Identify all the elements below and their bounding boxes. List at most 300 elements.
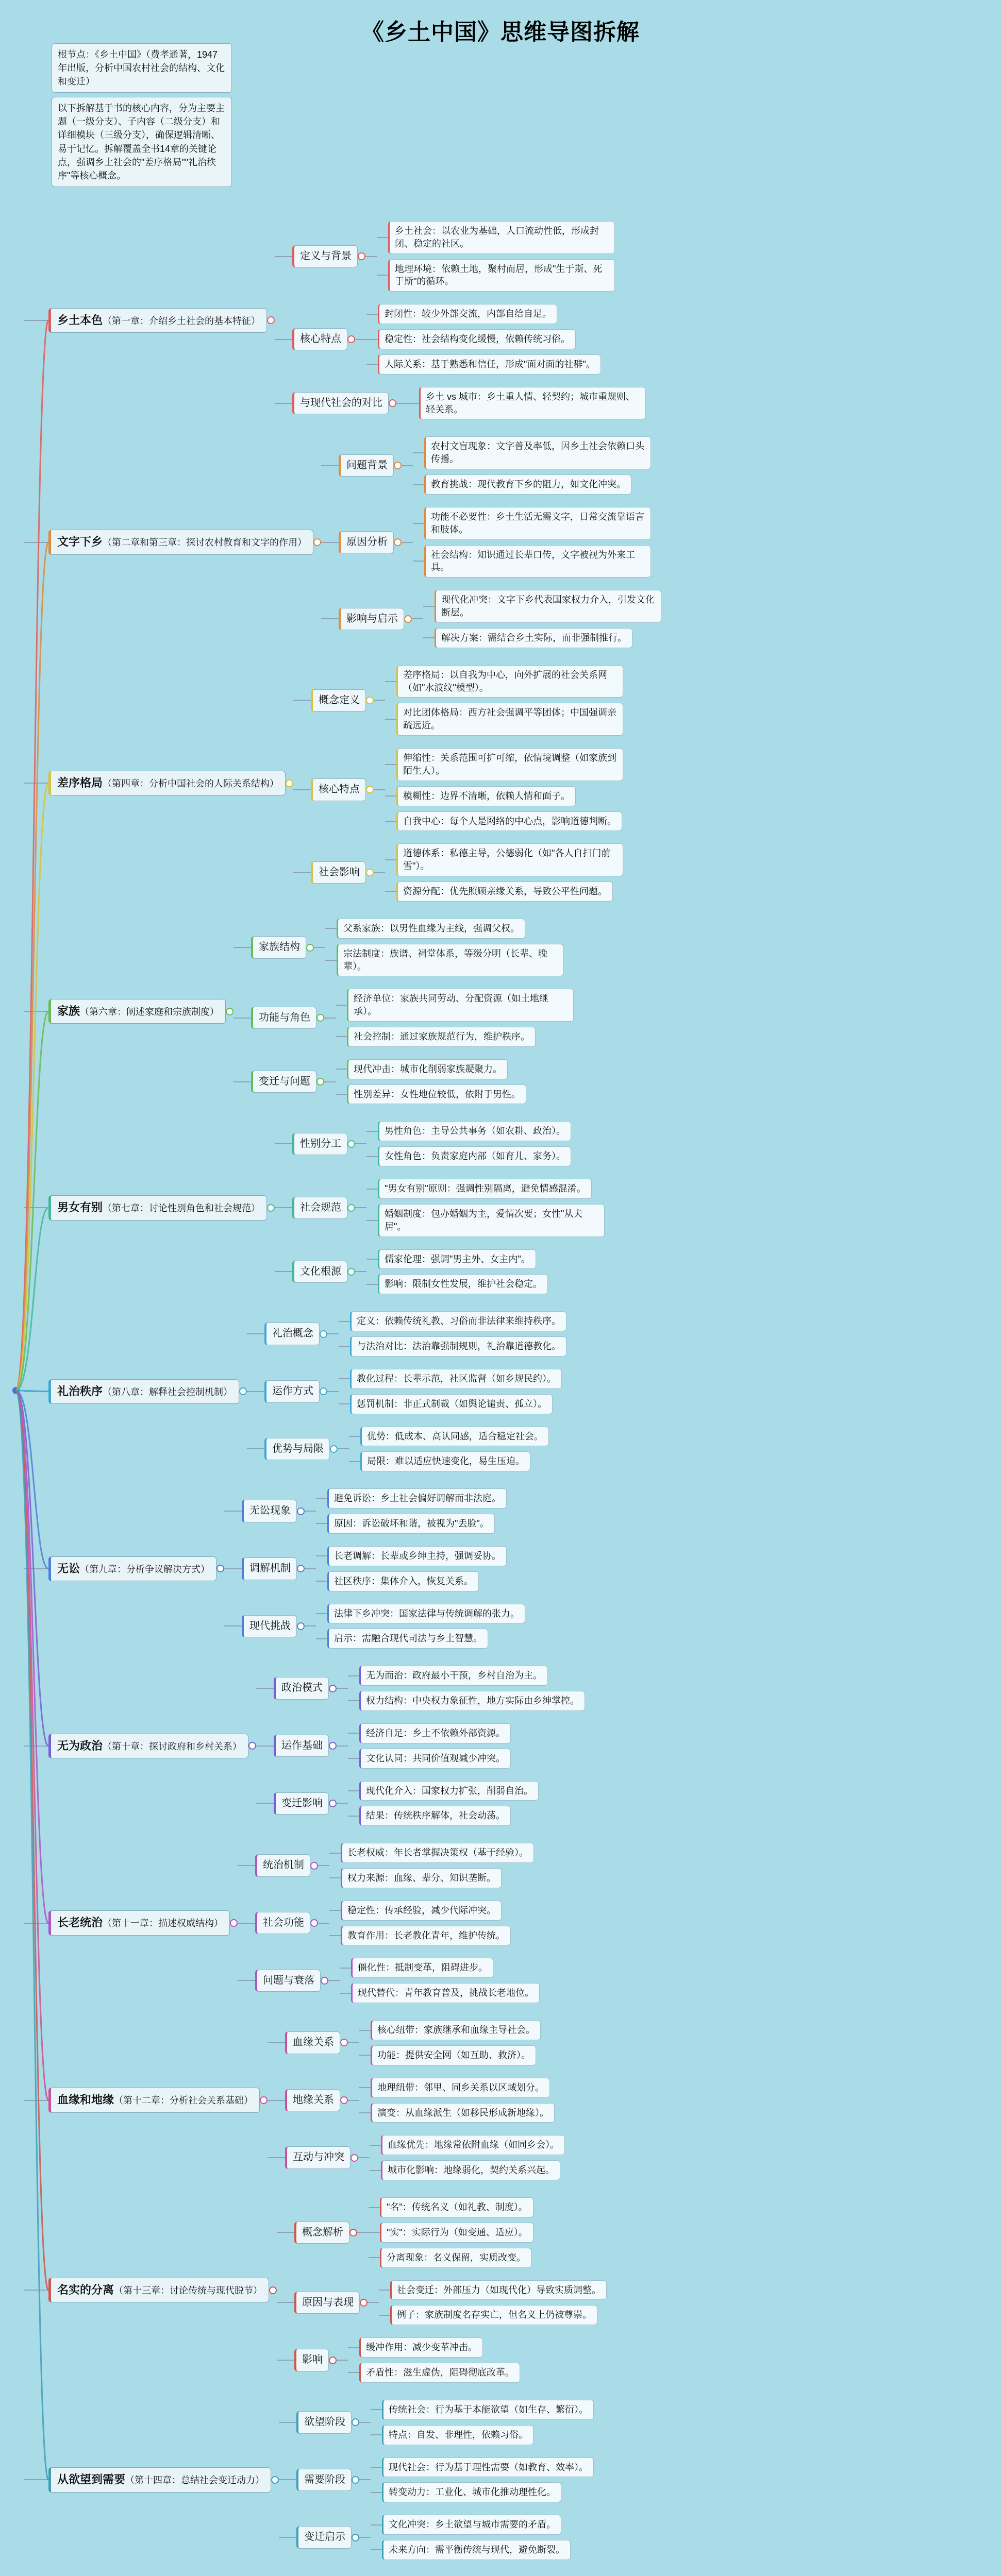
- connector-segment: [377, 237, 388, 238]
- branch-sublabel: （第二章和第三章：探讨农村教育和文字的作用）: [103, 537, 307, 548]
- method-note: 以下拆解基于书的核心内容，分为主要主题（一级分支）、子内容（二级分支）和详细模块（三级分支），确保逻辑清晰、易于记忆。拆解覆盖全书14章的关键论点，强调乡土社会的"差序格局""礼治秩序"等核心概念。: [52, 97, 232, 187]
- detail-node[interactable]: 长老调解：长辈或乡绅主持，强调妥协。: [327, 1546, 507, 1566]
- detail-node[interactable]: 特点：自发、非理性，依赖习俗。: [382, 2425, 533, 2445]
- detail-node[interactable]: 功能不必要性：乡土生活无需文字，日常交流靠语言和肢体。: [424, 507, 651, 540]
- connector-segment: [277, 2232, 294, 2233]
- subtopic-node[interactable]: 核心特点: [311, 778, 366, 801]
- connector-segment: [355, 1271, 366, 1272]
- branch-node[interactable]: [48, 308, 267, 333]
- detail-node[interactable]: 经济单位：家族共同劳动、分配资源（如土地继承）。: [347, 989, 574, 1022]
- connector-segment: [316, 1523, 327, 1524]
- subtopic-dot[interactable]: [352, 2418, 359, 2426]
- detail-node[interactable]: 对比团体格局：西方社会强调平等团体；中国强调亲疏远近。: [396, 703, 623, 736]
- connector-segment: [337, 1745, 348, 1747]
- connector-segment: [247, 1391, 264, 1392]
- detail-node[interactable]: 长老权威：年长者掌握决策权（基于经验）。: [341, 1843, 534, 1863]
- detail-node[interactable]: 自我中心：每个人是网络的中心点，影响道德判断。: [396, 811, 622, 832]
- header-notes: [52, 43, 232, 191]
- subtopic-node[interactable]: 社会影响: [311, 861, 366, 884]
- detail-node[interactable]: 社会结构：知识通过长辈口传，文字被视为外来工具。: [424, 545, 651, 578]
- subtopic-list: [279, 2394, 594, 2566]
- detail-list: [366, 301, 601, 377]
- detail-node[interactable]: 核心纽带：家族继承和血缘主导社会。: [371, 2020, 541, 2040]
- branch-dot[interactable]: [267, 316, 275, 324]
- connector-segment: [247, 1448, 264, 1449]
- branch-dot[interactable]: [248, 1742, 256, 1750]
- detail-node[interactable]: 男性角色：主导公共事务（如农耕、政治）。: [378, 1121, 571, 1141]
- branch: [24, 1659, 992, 1832]
- subtopic-node[interactable]: 优势与局限: [264, 1438, 330, 1461]
- connector-segment: [233, 947, 251, 948]
- subtopic-row: [275, 1176, 605, 1239]
- subtopic-node[interactable]: 概念定义: [311, 689, 366, 712]
- connector-segment: [359, 2112, 371, 2113]
- subtopic-node[interactable]: 运作方式: [264, 1380, 320, 1403]
- subtopic-dot[interactable]: [349, 2229, 357, 2236]
- connector-segment: [339, 1378, 350, 1379]
- subtopic-node[interactable]: 欲望阶段: [296, 2411, 352, 2434]
- detail-row: [385, 703, 623, 736]
- subtopic-dot[interactable]: [321, 1977, 328, 1985]
- detail-node[interactable]: "实"：实际行为（如变通、适应）。: [380, 2223, 533, 2243]
- subtopic-node[interactable]: 原因与表现: [294, 2292, 360, 2314]
- connector-segment: [293, 872, 311, 873]
- detail-node[interactable]: 婚姻制度：包办婚姻为主，爱情次要；女性"从夫居"。: [378, 1204, 605, 1237]
- detail-node[interactable]: 血缘优先：地缘常依附血缘（如同乡会）。: [381, 2135, 565, 2155]
- subtopic-dot[interactable]: [340, 2096, 348, 2104]
- connector-segment: [268, 2100, 285, 2101]
- detail-node[interactable]: 现代化冲突：文字下乡代表国家权力介入，引发文化断层。: [435, 590, 661, 623]
- detail-node[interactable]: 矛盾性：滋生虚伪，阻碍彻底改革。: [359, 2363, 520, 2383]
- subtopic-list: [275, 215, 646, 426]
- subtopic-dot[interactable]: [320, 1387, 327, 1395]
- subtopic-row: [238, 1898, 540, 1948]
- detail-node[interactable]: 解决方案：需结合乡土实际，而非强制推行。: [435, 628, 632, 648]
- detail-row: [336, 1027, 574, 1047]
- detail-node[interactable]: 定义：依赖传统礼教、习俗而非法律来维持秩序。: [350, 1311, 566, 1331]
- detail-node[interactable]: 文化冲突：乡土欲望与城市需要的矛盾。: [382, 2515, 561, 2535]
- connector-segment: [338, 1448, 349, 1449]
- detail-row: [413, 507, 651, 540]
- detail-node[interactable]: 分离现象：名义保留，实质改变。: [380, 2248, 531, 2268]
- subtopic-dot[interactable]: [297, 1565, 305, 1572]
- subtopic-dot[interactable]: [310, 1919, 318, 1927]
- detail-node[interactable]: 例子：家族制度名存实亡，但名义上仍被尊崇。: [390, 2305, 597, 2325]
- detail-node[interactable]: 影响：限制女性发展，维护社会稳定。: [378, 1274, 548, 1294]
- branch: [24, 659, 992, 908]
- subtopic-row: [247, 1424, 566, 1475]
- detail-node[interactable]: 乡土 vs 城市：乡土重人情、轻契约；城市重规则、轻关系。: [419, 387, 646, 420]
- subtopic-dot[interactable]: [347, 1268, 355, 1276]
- connector-segment: [359, 2479, 371, 2480]
- detail-node[interactable]: 性别差异：女性地位较低，依附于男性。: [347, 1084, 526, 1105]
- branch-sublabel: （第一章：介绍乡土社会的基本特征）: [103, 315, 261, 326]
- detail-node[interactable]: 经济自足：乡土不依赖外部资源。: [359, 1723, 511, 1743]
- subtopic-dot[interactable]: [316, 1078, 324, 1086]
- subtopic-node[interactable]: 影响与启示: [339, 608, 404, 631]
- subtopic-dot[interactable]: [352, 2534, 359, 2541]
- detail-row: [370, 2135, 565, 2155]
- detail-node[interactable]: 原因：诉讼破坏和谐，被视为"丢脸"。: [327, 1514, 495, 1534]
- branch-node[interactable]: [48, 530, 313, 554]
- subtopic-dot[interactable]: [310, 1862, 318, 1870]
- subtopic-node[interactable]: 社会规范: [292, 1197, 347, 1219]
- detail-row: [325, 944, 563, 977]
- detail-list: [377, 218, 615, 294]
- detail-row: [423, 590, 661, 623]
- connector-segment: [316, 1555, 327, 1556]
- detail-row: [369, 2248, 533, 2268]
- branch-dot[interactable]: [216, 1565, 224, 1572]
- branch-node[interactable]: [48, 2088, 260, 2112]
- branch-sublabel: （第十三章：讨论传统与现代脱节）: [114, 2285, 263, 2296]
- subtopic-list: [293, 659, 623, 908]
- detail-node[interactable]: 文化认同：共同价值观减少冲突。: [359, 1749, 511, 1769]
- branch: [24, 1115, 992, 1300]
- detail-node[interactable]: 转变动力：工业化、城市化推动理性化。: [382, 2482, 561, 2502]
- detail-node[interactable]: 地理环境：依赖土地，聚村而居，形成"生于斯、死于斯"的循环。: [388, 259, 615, 292]
- subtopic-node[interactable]: 影响: [294, 2349, 329, 2371]
- connector-segment: [370, 2145, 381, 2146]
- detail-node[interactable]: 优势：低成本、高认同感，适合稳定社会。: [360, 1427, 549, 1447]
- detail-row: [339, 1336, 566, 1357]
- detail-row: [413, 545, 651, 578]
- detail-node[interactable]: 教化过程：长辈示范，社区监督（如乡规民约）。: [350, 1369, 562, 1389]
- detail-node[interactable]: 女性角色：负责家庭内部（如育儿、家务）。: [378, 1146, 571, 1166]
- branch-dot[interactable]: [260, 2096, 268, 2104]
- detail-node[interactable]: 功能：提供安全网（如互助、救济）。: [371, 2045, 536, 2065]
- connector-segment: [321, 465, 339, 466]
- branch-dot[interactable]: [226, 1008, 233, 1015]
- detail-node[interactable]: "名"：传统名义（如礼教、制度）。: [380, 2197, 533, 2217]
- connector-segment: [412, 618, 423, 619]
- subtopic-row: [293, 745, 623, 834]
- connector-segment: [256, 1745, 274, 1747]
- subtopic-dot[interactable]: [358, 252, 365, 260]
- subtopic-dot[interactable]: [316, 1014, 324, 1022]
- subtopic-node[interactable]: 需要阶段: [296, 2469, 352, 2492]
- detail-node[interactable]: 避免诉讼：乡土社会偏好调解而非法庭。: [327, 1488, 507, 1509]
- branch-sublabel: （第七章：讨论性别角色和社会规范）: [103, 1203, 261, 1214]
- branch: [24, 215, 992, 426]
- connector-segment: [371, 2409, 382, 2410]
- detail-node[interactable]: 教育挑战：现代教育下乡的阻力，如文化冲突。: [424, 474, 631, 495]
- branch-node[interactable]: [48, 771, 286, 795]
- connector-segment: [366, 1131, 378, 1132]
- connector-segment: [24, 783, 48, 784]
- detail-node[interactable]: 儒家伦理：强调"男主外、女主内"。: [378, 1249, 536, 1269]
- subtopic-node[interactable]: 运作基础: [274, 1735, 329, 1757]
- detail-node[interactable]: 现代社会：行为基于理性需要（如教育、效率）。: [382, 2458, 594, 2478]
- detail-node[interactable]: 演变：从血缘派生（如移民形成新地缘）。: [371, 2103, 555, 2123]
- subtopic-dot[interactable]: [352, 2476, 359, 2484]
- detail-row: [359, 2103, 555, 2123]
- subtopic-dot[interactable]: [366, 697, 374, 704]
- branch-label: 从欲望到需要: [57, 2473, 126, 2486]
- subtopic-node[interactable]: 社会功能: [255, 1912, 310, 1935]
- detail-node[interactable]: 未来方向：需平衡传统与现代，避免断裂。: [382, 2540, 571, 2560]
- subtopic-node[interactable]: 家族结构: [251, 936, 306, 959]
- branch-node[interactable]: [48, 2278, 269, 2302]
- detail-row: [359, 2078, 555, 2098]
- detail-node[interactable]: 现代替代：青年教育普及，挑战长老地位。: [351, 1983, 540, 2003]
- subtopic-node[interactable]: 与现代社会的对比: [292, 392, 389, 415]
- branch-node[interactable]: [48, 1734, 248, 1758]
- subtopic-dot[interactable]: [394, 538, 402, 546]
- connector-segment: [224, 1568, 242, 1569]
- detail-node[interactable]: 现代冲击：城市化削弱家族凝聚力。: [347, 1059, 508, 1079]
- detail-node[interactable]: 僵化性：抵制变革，阻碍进步。: [351, 1958, 493, 1978]
- connector-segment: [348, 1790, 359, 1791]
- connector-segment: [293, 700, 311, 701]
- subtopic-dot[interactable]: [297, 1622, 305, 1630]
- detail-row: [348, 1781, 539, 1801]
- connector-segment: [371, 2467, 382, 2468]
- detail-node[interactable]: 惩罚机制：非正式制裁（如舆论谴责、孤立）。: [350, 1394, 553, 1414]
- detail-node[interactable]: 父系家族：以男性血缘为主线，强调父权。: [337, 919, 525, 939]
- detail-node[interactable]: 地理纽带：邻里、同乡关系以区域划分。: [371, 2078, 550, 2098]
- detail-node[interactable]: 伸缩性：关系范围可扩可缩，依情境调整（如家族到陌生人）。: [396, 748, 623, 781]
- detail-list: [366, 1176, 605, 1239]
- detail-node[interactable]: 城市化影响：地缘弱化，契约关系兴起。: [381, 2160, 560, 2180]
- subtopic-node[interactable]: 变迁与问题: [251, 1071, 316, 1093]
- detail-node[interactable]: 权力结构：中央权力象征性，地方实际由乡绅掌控。: [359, 1691, 585, 1711]
- detail-list: [359, 2018, 541, 2068]
- detail-row: [377, 259, 615, 292]
- subtopic-node[interactable]: 文化根源: [292, 1261, 347, 1283]
- branch: [24, 1482, 992, 1655]
- branch-sublabel: （第六章：阐述家庭和宗族制度）: [80, 1006, 220, 1017]
- connector-segment: [238, 1980, 255, 1981]
- subtopic-dot[interactable]: [329, 1800, 337, 1807]
- subtopic-node[interactable]: 礼治概念: [264, 1323, 320, 1345]
- detail-node[interactable]: 农村文盲现象：文字普及率低，因乡土社会依赖口头传播。: [424, 436, 651, 469]
- branch: [24, 2014, 992, 2187]
- detail-node[interactable]: 缓冲作用：减少变革冲击。: [359, 2337, 483, 2358]
- detail-node[interactable]: 封闭性：较少外部交流，内部自给自足。: [378, 304, 557, 324]
- branch-dot[interactable]: [267, 1204, 275, 1212]
- detail-node[interactable]: 教育作用：长老教化青年，维护传统。: [341, 1926, 511, 1946]
- detail-row: [359, 2045, 541, 2065]
- subtopic-node[interactable]: 问题与衰落: [255, 1970, 321, 1992]
- subtopic-row: [279, 2397, 594, 2448]
- detail-node[interactable]: 社会变迁：外部压力（如现代化）导致实质调整。: [390, 2280, 607, 2300]
- subtopic-node[interactable]: 原因分析: [339, 531, 394, 554]
- branch-label: 家族: [57, 1004, 80, 1018]
- subtopic-dot[interactable]: [330, 1445, 338, 1453]
- root-dot: [12, 1387, 20, 1394]
- detail-node[interactable]: 资源分配：优先照顾亲缘关系，导致公平性问题。: [396, 882, 613, 902]
- connector-segment: [379, 2290, 390, 2291]
- branch-dot[interactable]: [269, 2286, 277, 2294]
- detail-node[interactable]: 模糊性：边界不清晰，依赖人情和面子。: [396, 786, 576, 806]
- subtopic-node[interactable]: 无讼现象: [242, 1500, 297, 1522]
- detail-node[interactable]: 差序格局：以自我为中心，向外扩展的社会关系网（如"水波纹"模型）。: [396, 665, 623, 698]
- branch-sublabel: （第十四章：总结社会变迁动力）: [125, 2475, 265, 2486]
- branch-sublabel: （第八章：解释社会控制机制）: [103, 1386, 233, 1397]
- detail-row: [340, 1983, 540, 2003]
- subtopic-dot[interactable]: [329, 2357, 337, 2364]
- subtopic-row: [256, 1663, 585, 1714]
- subtopic-node[interactable]: 政治模式: [274, 1677, 329, 1700]
- connector-segment: [238, 1865, 255, 1866]
- branch-dot[interactable]: [271, 2476, 279, 2484]
- subtopic-dot[interactable]: [366, 869, 374, 876]
- detail-node[interactable]: 无为而治：政府最小干预，乡村自治为主。: [359, 1666, 548, 1686]
- detail-list: [316, 1601, 525, 1652]
- subtopic-node[interactable]: 概念解析: [294, 2222, 349, 2244]
- connector-segment: [396, 403, 408, 404]
- branch-sublabel: （第十章：探讨政府和乡村关系）: [103, 1741, 242, 1752]
- connector-segment: [366, 1189, 378, 1190]
- connector-segment: [369, 2207, 380, 2208]
- subtopic-row: [275, 384, 646, 422]
- detail-row: [385, 843, 623, 876]
- detail-row: [366, 1146, 571, 1166]
- subtopic-row: [293, 841, 623, 904]
- subtopic-node[interactable]: 统治机制: [255, 1854, 310, 1877]
- subtopic-dot[interactable]: [297, 1507, 305, 1515]
- connector-segment: [247, 1333, 264, 1334]
- branch-dot[interactable]: [286, 779, 293, 787]
- connector-segment: [413, 523, 424, 524]
- detail-node[interactable]: 传统社会：行为基于本能欲望（如生存、繁衍）。: [382, 2400, 594, 2420]
- branch-node[interactable]: [48, 1910, 230, 1935]
- connector-segment: [24, 2100, 48, 2101]
- subtopic-dot[interactable]: [394, 462, 402, 469]
- connector-segment: [357, 2232, 369, 2233]
- branch-node[interactable]: [48, 1195, 267, 1220]
- subtopic-dot[interactable]: [347, 1140, 355, 1148]
- connector-segment: [314, 947, 325, 948]
- branch-dot[interactable]: [313, 538, 321, 546]
- subtopic-node[interactable]: 互动与冲突: [285, 2146, 351, 2169]
- detail-node[interactable]: 与法治对比：法治靠强制规则，礼治靠道德教化。: [350, 1336, 566, 1357]
- subtopic-dot[interactable]: [351, 2154, 358, 2162]
- connector-segment: [374, 789, 385, 790]
- subtopic-list: [224, 1482, 525, 1655]
- detail-node[interactable]: 结果：传统秩序解体，社会动荡。: [359, 1806, 511, 1826]
- subtopic-dot[interactable]: [329, 1742, 337, 1750]
- detail-node[interactable]: 宗法制度：族谱、祠堂体系，等级分明（长辈、晚辈）。: [337, 944, 563, 977]
- subtopic-row: [277, 2335, 607, 2385]
- detail-node[interactable]: 现代化介入：国家权力扩张，削弱自治。: [359, 1781, 539, 1801]
- detail-node[interactable]: 道德体系：私德主导，公德弱化（如"各人自扫门前雪"）。: [396, 843, 623, 876]
- detail-row: [379, 2280, 607, 2300]
- detail-node[interactable]: 启示：需融合现代司法与乡土智慧。: [327, 1629, 488, 1649]
- detail-row: [316, 1488, 507, 1509]
- branch-dot[interactable]: [239, 1387, 247, 1395]
- detail-list: [371, 2455, 594, 2505]
- subtopic-dot[interactable]: [360, 2299, 368, 2307]
- subtopic-row: [224, 1486, 525, 1536]
- branch-node[interactable]: [48, 1556, 216, 1581]
- detail-row: [366, 329, 601, 349]
- detail-node[interactable]: 人际关系：基于熟悉和信任，形成"面对面的社群"。: [378, 354, 601, 375]
- detail-row: [379, 2305, 607, 2325]
- subtopic-list: [275, 1115, 605, 1300]
- detail-row: [413, 436, 651, 469]
- branch-node[interactable]: [48, 2467, 271, 2492]
- connector-segment: [385, 681, 396, 682]
- detail-node[interactable]: 社区秩序：集体介入，恢复关系。: [327, 1571, 479, 1591]
- connector-segment: [275, 339, 292, 340]
- detail-node[interactable]: "男女有别"原则：强调性别隔离，避免情感混淆。: [378, 1179, 592, 1199]
- subtopic-list: [233, 912, 574, 1111]
- detail-row: [348, 2363, 520, 2383]
- connector-segment: [423, 606, 435, 607]
- subtopic-dot[interactable]: [340, 2039, 348, 2046]
- detail-node[interactable]: 稳定性：社会结构变化缓慢，依赖传统习俗。: [378, 329, 576, 349]
- subtopic-node[interactable]: 调解机制: [242, 1557, 297, 1580]
- subtopic-dot[interactable]: [329, 1685, 337, 1692]
- branch-node[interactable]: [48, 1379, 239, 1404]
- connector-segment: [402, 542, 413, 543]
- subtopic-node[interactable]: 地缘关系: [285, 2089, 340, 2112]
- connector-segment: [325, 928, 337, 929]
- detail-node[interactable]: 乡土社会：以农业为基础，人口流动性低，形成封闭、稳定的社区。: [388, 221, 615, 254]
- detail-node[interactable]: 稳定性：传承经验，减少代际冲突。: [341, 1901, 502, 1921]
- branch-node[interactable]: [48, 999, 226, 1024]
- connector-segment: [339, 1403, 350, 1404]
- subtopic-row: [277, 2278, 607, 2328]
- connector-segment: [24, 1011, 48, 1012]
- subtopic-node[interactable]: 功能与角色: [251, 1007, 316, 1029]
- subtopic-node[interactable]: 核心特点: [292, 328, 347, 351]
- detail-row: [329, 1843, 534, 1863]
- subtopic-node[interactable]: 性别分工: [292, 1133, 347, 1156]
- detail-node[interactable]: 权力来源：血缘、辈分、知识垄断。: [341, 1868, 502, 1888]
- connector-segment: [359, 2422, 371, 2423]
- connector-segment: [224, 1625, 242, 1626]
- detail-list: [371, 2397, 594, 2448]
- subtopic-node[interactable]: 血缘关系: [285, 2031, 340, 2054]
- connector-segment: [359, 2055, 371, 2056]
- detail-row: [316, 1571, 507, 1591]
- connector-segment: [24, 2290, 48, 2291]
- subtopic-dot[interactable]: [404, 615, 412, 623]
- connector-segment: [24, 1391, 48, 1392]
- detail-node[interactable]: 法律下乡冲突：国家法律与传统调解的张力。: [327, 1604, 525, 1624]
- subtopic-list: [277, 2191, 607, 2389]
- subtopic-dot[interactable]: [320, 1330, 327, 1338]
- branch: [24, 2394, 992, 2566]
- detail-row: [336, 1059, 526, 1079]
- detail-list: [371, 2512, 571, 2563]
- subtopic-node[interactable]: 变迁影响: [274, 1792, 329, 1815]
- subtopic-dot[interactable]: [347, 1204, 355, 1212]
- subtopic-dot[interactable]: [347, 335, 355, 343]
- subtopic-dot[interactable]: [389, 399, 396, 407]
- connector-segment: [24, 2479, 48, 2480]
- connector-segment: [268, 2157, 285, 2158]
- detail-node[interactable]: 社会控制：通过家族规范行为，维护秩序。: [347, 1027, 536, 1047]
- subtopic-dot[interactable]: [306, 944, 314, 952]
- connector-segment: [339, 1346, 350, 1347]
- detail-node[interactable]: 局限：难以适应快速变化，易生压迫。: [360, 1451, 530, 1471]
- branch-dot[interactable]: [230, 1919, 238, 1927]
- detail-row: [329, 1868, 534, 1888]
- subtopic-node[interactable]: 现代挑战: [242, 1615, 297, 1638]
- subtopic-node[interactable]: 问题背景: [339, 454, 394, 477]
- subtopic-row: [247, 1366, 566, 1417]
- subtopic-node[interactable]: 变迁启示: [296, 2526, 352, 2549]
- subtopic-node[interactable]: 定义与背景: [292, 245, 358, 268]
- connector-segment: [329, 1935, 341, 1936]
- connector-segment: [324, 1018, 336, 1019]
- connector-segment: [275, 256, 292, 257]
- subtopic-dot[interactable]: [366, 786, 374, 793]
